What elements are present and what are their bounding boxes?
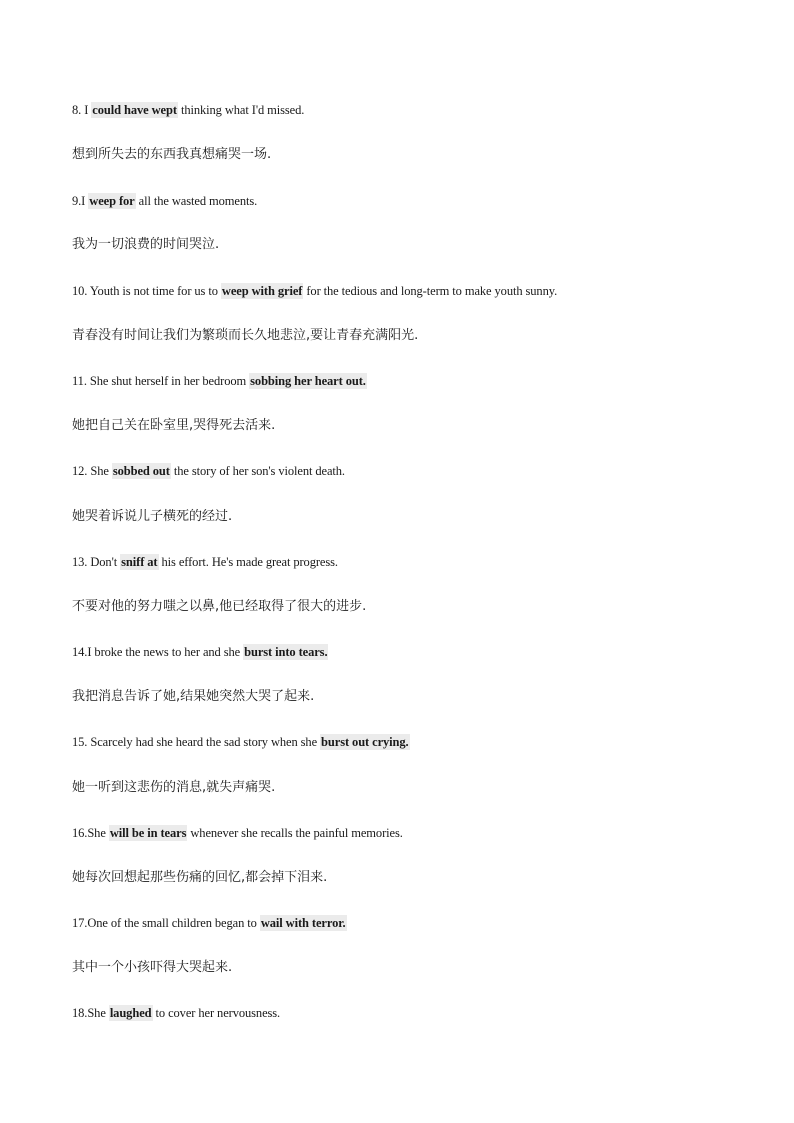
- highlighted-phrase: laughed: [109, 1006, 152, 1020]
- highlighted-phrase: sobbing her heart out.: [250, 374, 366, 388]
- sentence-11-en: [72, 372, 367, 390]
- sentence-text: his effort. He's made great progress.: [158, 555, 338, 569]
- sentence-10-en: [72, 282, 557, 300]
- sentence-12-en: [72, 462, 345, 480]
- highlighted-phrase: sniff at: [121, 555, 158, 569]
- sentence-text: 10. Youth is not time for us to: [72, 284, 221, 298]
- highlighted-phrase: weep for: [89, 194, 135, 208]
- highlighted-phrase: sobbed out: [112, 464, 170, 478]
- sentence-12-zh: 她哭着诉说儿子横死的经过.: [72, 509, 233, 524]
- highlighted-phrase: burst out crying.: [321, 735, 409, 749]
- sentence-text: 16.She: [72, 826, 109, 840]
- sentence-text: all the wasted moments.: [135, 194, 258, 208]
- sentence-11-zh: 她把自己关在卧室里,哭得死去活来.: [72, 418, 276, 433]
- sentence-text: 15. Scarcely had she heard the sad story when she: [72, 735, 321, 749]
- sentence-9-zh: 我为一切浪费的时间哭泣.: [72, 237, 220, 252]
- sentence-text: the story of her son's violent death.: [170, 464, 345, 478]
- highlighted-phrase: weep with grief: [221, 284, 303, 298]
- sentence-text: thinking what I'd missed.: [177, 103, 305, 117]
- sentence-text: whenever she recalls the painful memories.: [187, 826, 403, 840]
- sentence-text: to cover her nervousness.: [152, 1006, 281, 1020]
- sentence-15-en: [72, 733, 410, 751]
- sentence-text: 17.One of the small children began to: [72, 916, 260, 930]
- sentence-14-zh: 我把消息告诉了她,结果她突然大哭了起来.: [72, 689, 315, 704]
- sentence-16-en: [72, 824, 403, 842]
- sentence-text: 11. She shut herself in her bedroom: [72, 374, 250, 388]
- sentence-text: for the tedious and long-term to make youth sunny.: [303, 284, 558, 298]
- sentence-10-zh: 青春没有时间让我们为繁琐而长久地悲泣,要让青春充满阳光.: [72, 328, 419, 343]
- sentence-8-en: [72, 101, 304, 119]
- sentence-9-en: [72, 192, 257, 210]
- sentence-16-zh: 她每次回想起那些伤痛的回忆,都会掉下泪来.: [72, 870, 328, 885]
- sentence-text: 14.I broke the news to her and she: [72, 645, 244, 659]
- sentence-18-en: [72, 1004, 280, 1022]
- sentence-15-zh: 她一听到这悲伤的消息,就失声痛哭.: [72, 780, 276, 795]
- sentence-text: 8. I: [72, 103, 92, 117]
- highlighted-phrase: could have wept: [92, 103, 177, 117]
- sentence-text: 18.She: [72, 1006, 109, 1020]
- highlighted-phrase: will be in tears: [109, 826, 187, 840]
- sentence-8-zh: 想到所失去的东西我真想痛哭一场.: [72, 147, 272, 162]
- sentence-13-zh: 不要对他的努力嗤之以鼻,他已经取得了很大的进步.: [72, 599, 367, 614]
- sentence-17-en: [72, 914, 347, 932]
- sentence-13-en: [72, 553, 338, 571]
- highlighted-phrase: burst into tears.: [244, 645, 328, 659]
- sentence-14-en: [72, 643, 328, 661]
- sentence-17-zh: 其中一个小孩吓得大哭起来.: [72, 960, 233, 975]
- highlighted-phrase: wail with terror.: [260, 916, 346, 930]
- sentence-text: 9.I: [72, 194, 89, 208]
- sentence-text: 12. She: [72, 464, 112, 478]
- sentence-text: 13. Don't: [72, 555, 121, 569]
